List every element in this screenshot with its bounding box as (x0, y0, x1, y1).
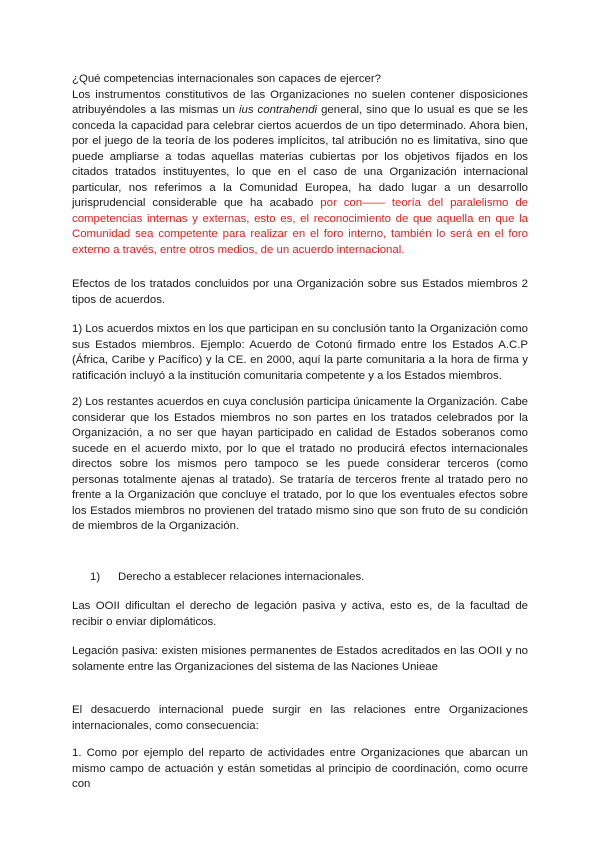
passive-legation-paragraph: Legación pasiva: existen misiones permanentes de Estados acreditados en las OOII y no solamente entre las Organizaciones del sistema de las Naciones Unieae (72, 645, 528, 673)
heading-text: ¿Qué competencias internacionales son capaces de ejercer? (72, 73, 381, 85)
disagreement-paragraph: El desacuerdo internacional puede surgir en las relaciones entre Organizaciones internacionales, como consecuencia: (72, 704, 528, 732)
legation-paragraph: Las OOII dificultan el derecho de legación pasiva y activa, esto es, de la facultad de recibir o enviar diplomáticos. (72, 600, 528, 628)
highlighted-red-text: por con—— teoría del paralelismo de competencias internas y externas, esto es, el reconocimiento de que aquella en que la Comunidad sea competente para realizar en el foro interno, también lo será en el foro externo a través, entre otros medios, de un acuerdo internacional. (72, 197, 528, 256)
section-heading (72, 72, 528, 258)
paragraph-text: general, sino que lo usual es que se les conceda la capacidad para celebrar ciertos acuerdos de un tipo determinado. Ahora bien, por el juego de la teoría de los poderes implícitos, tal atribución no es limitativa, sino que puede ampliarse a todas aquellas materias cubiertas por los objetivos fijados en los citados tratados instituyentes, lo que en el caso de una Organización internacional particular, nos referimos a la Comunidad Europea, ha dado lugar a un desarrollo jurisprudencial considerable que ha acabado (72, 104, 528, 209)
other-agreements-paragraph: 2) Los restantes acuerdos en cuya conclusión participa únicamente la Organización. Cabe considerar que los Estados miembros no son partes en los tratados celebrados por la Organización, a no ser que hayan participado en calidad de Estados soberanos como sucede en el acuerdo mixto, por lo que el tratado no producirá efectos internacionales directos sobre los mismos pero tampoco se les puede considerar terceros (como personas totalmente ajenas al tratado). Se trataría de terceros frente al tratado pero no frente a la Organización que concluye el tratado, por lo que los eventuales efectos sobre los Estados miembros no provienen del tratado mismo sino que son fruto de su condición de miembros de la Organización. (72, 396, 528, 532)
list-item-text: Derecho a establecer relaciones internacionales. (118, 571, 365, 583)
example-paragraph: 1. Como por ejemplo del reparto de actividades entre Organizaciones que abarcan un mismo campo de actuación y están sometidas al principio de coordinación, como ocurre con (72, 747, 528, 790)
italic-term: ius contrahendi (238, 104, 318, 116)
mixed-agreements-paragraph: 1) Los acuerdos mixtos en los que participan en su conclusión tanto la Organización como sus Estados miembros. Ejemplo: Acuerdo de Cotonú firmado entre los Estados A.C.P (África, Caribe y Pacífico) y la CE. en 2000, aquí la parte comunitaria a la hora de firma y ratificación incluyó a la institución comunitaria competente y a los Estados miembros. (72, 323, 528, 382)
paragraph-text: Los instrumentos constitutivos de las Organizaciones no suelen contener disposiciones atribuyéndoles a las mismas un (72, 88, 528, 116)
list-item-number: 1) (90, 571, 101, 583)
effects-intro-paragraph: Efectos de los tratados concluidos por una Organización sobre sus Estados miembros 2 tipos de acuerdos. (72, 278, 528, 306)
